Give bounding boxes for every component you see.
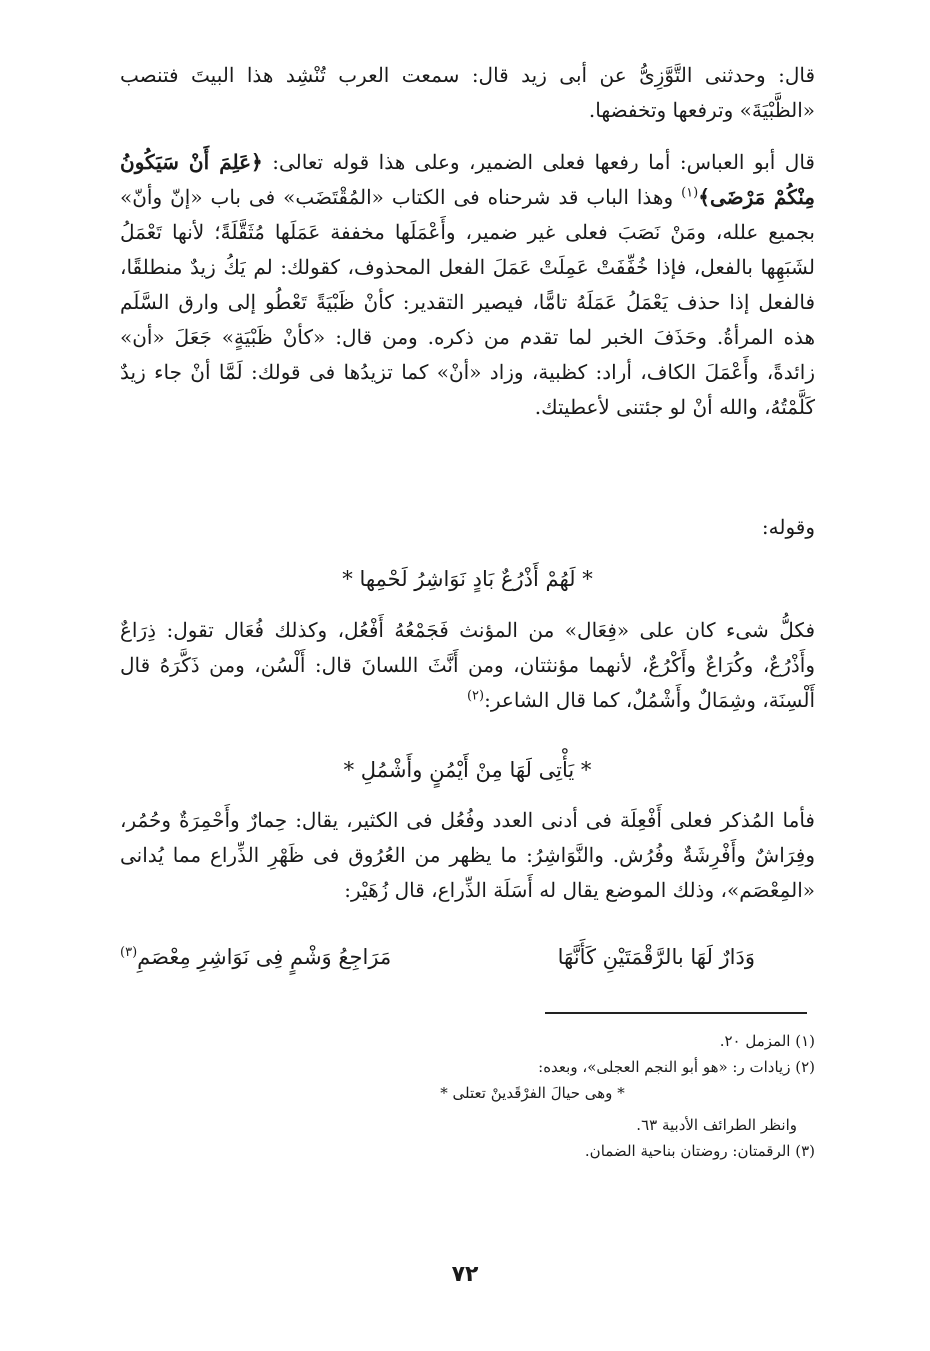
paragraph-3-body: فكلُّ شىء كان على «فِعَال» من المؤنث فَجَمْعُهُ أَفْعُل، وكذلك فُعَال تقول: ذِرَاعٌ وأَذْرُعٌ، وكُرَاعٌ وأَكْرُعٌ، لأنهما مؤنثتان، ومن أَنَّثَ اللسانَ قال: أَلْسُن، ومن ذَكَّرَهُ قال أَلْسِنَة، وشِمَالٌ وأَشْمُلٌ، كما قال الشاعر: xyxy=(120,618,815,712)
couplet-second-text: مَرَاجِعُ وَشْمٍ فِى نَوَاشِرِ مِعْصَمِ xyxy=(137,945,392,969)
paragraph-2 xyxy=(120,145,815,425)
footnote-ref-2: (٢) xyxy=(466,688,485,704)
page-number: ٧٢ xyxy=(451,1262,479,1287)
verse-2: * يَأْتِى لَهَا مِنْ أَيْمُنٍ وأَشْمُلِ * xyxy=(343,758,592,782)
verse-1: * لَهُمْ أَذْرُعٌ بَادٍ نَوَاشِرُ لَحْمِها * xyxy=(342,567,593,591)
couplet-second-hemistich xyxy=(120,940,391,975)
footnote-2: (٢) زيادات ر: «هو أبو النجم العجلى»، وبعده: xyxy=(538,1058,815,1076)
footnote-3: (٣) الرقمتان: روضتان بناحية الضمان. xyxy=(584,1142,815,1160)
quote-intro xyxy=(120,510,815,545)
paragraph-3-text xyxy=(120,613,815,718)
paragraph-1-text: قال: وحدثنى التَّوَّزِىُّ عن أبى زيد قال: سمعت العرب تُنْشِد هذا البيتَ فتنصب «الظَّبْيَةَ» وترفعها وتخفضها. xyxy=(120,63,815,122)
paragraph-4-text: فأما المُذكر فعلى أَفْعِلَة فى أدنى العدد وفُعُل فى الكثير، يقال: حِمارٌ وأَحْمِرَةٌ وحُمُر، وفِرَاشٌ وأَفْرِشَةٌ وفُرُش. والنَّوَاشِرُ: ما يظهر من العُرُوق فى ظَهْرِ الذِّراع مما يُدانى «المِعْصَم»، وذلك الموضع يقال له أَسَلَة الذِّراع، قال زُهَيْر: xyxy=(120,808,815,902)
footnotes xyxy=(120,1028,815,1164)
quran-quote: ﴿عَلِمَ أَنْ سَيَكُونُ مِنْكُمْ مَرْضَى﴾ xyxy=(120,150,816,209)
footnote-2-reference: وانظر الطرائف الأدبية ٦٣. xyxy=(636,1116,797,1134)
paragraph-1 xyxy=(120,58,815,128)
footnote-divider xyxy=(545,1012,807,1014)
footnote-1: (١) المزمل ٢٠. xyxy=(719,1032,815,1050)
quote-intro-text: وقوله: xyxy=(761,515,815,539)
footnote-ref-3: (٣) xyxy=(120,945,138,960)
paragraph-2-text xyxy=(120,145,815,425)
paragraph-4 xyxy=(120,803,815,908)
paragraph-2-intro: قال أبو العباس: أما رفعها فعلى الضمير، وعلى هذا قوله تعالى: xyxy=(272,150,815,174)
paragraph-2-rest: وهذا الباب قد شرحناه فى الكتاب «المُقْتَضَب» فى باب «إنّ وأنّ» بجميع علله، ومَنْ نَصَبَ فعلى غير ضمير، وأَعْمَلَها مخففة عَمَلَها مُثَقَّلَةً؛ لأنها تَعْمَلُ لشَبَهِها بالفعل، فإذا خُفِّفَتْ عَمِلَتْ عَمَلَ الفعل المحذوف، كقولك: لم يَكُ زيدٌ منطلقًا، فالفعل إذا حذف يَعْمَلُ عَمَلَهُ تامًّا، فيصير التقدير: كأنْ ظَبْيَةً تَعْطُو إلى وارق السَّلَم هذه المرأةُ. وحَذَفَ الخبر لما تقدم من ذكره. ومن قال: «كأنْ ظَبْيَةٍ» جَعَلَ «أن» زائدةً، وأَعْمَلَ الكاف، أراد: كظبية، وزاد «أنْ» كما تزيدُها فى قولك: لَمَّا أنْ جاء زيدٌ كَلَّمْتُهُ، والله أنْ لو جئتنى لأعطيتك. xyxy=(120,185,816,419)
couplet-first-hemistich: وَدَارٌ لَهَا بالرَّقْمَتَيْنِ كَأَنَّهَا xyxy=(557,945,755,969)
footnote-ref-1: (١) xyxy=(681,185,699,201)
footnote-2-verse: * وهى حيالَ الفرْقَدينْ تعتلى * xyxy=(440,1084,625,1102)
paragraph-3 xyxy=(120,613,815,718)
poem-couplet xyxy=(120,940,815,975)
